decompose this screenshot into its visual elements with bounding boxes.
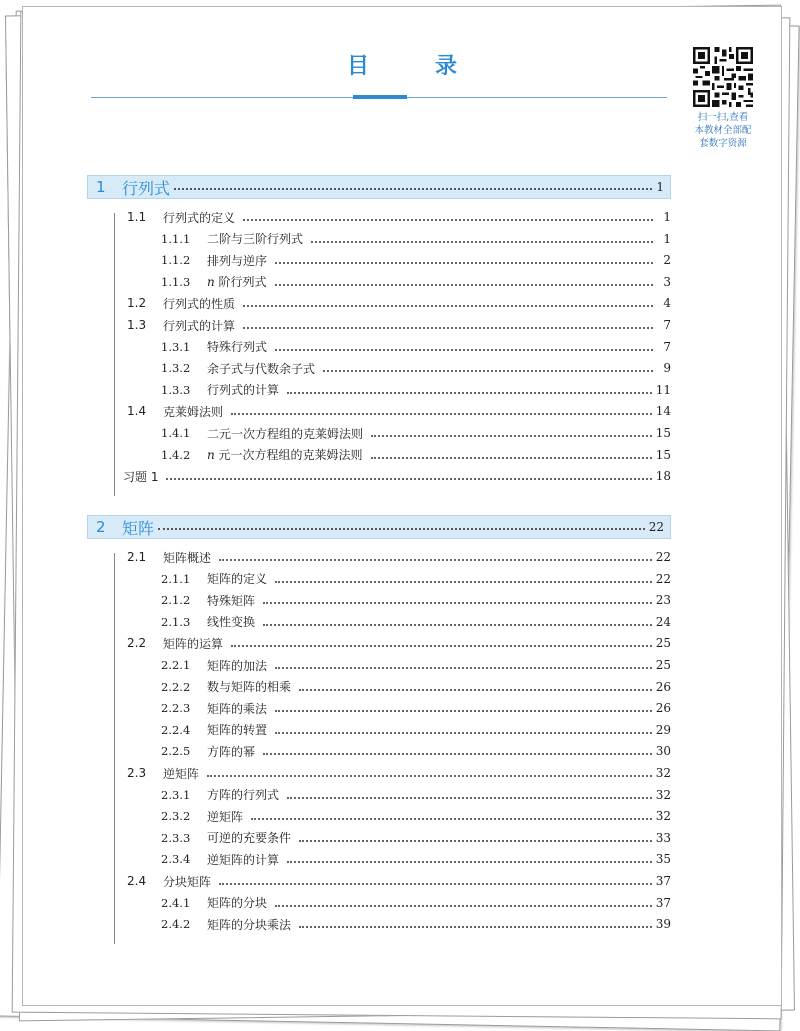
toc-entry-subsection[interactable] (161, 569, 671, 589)
toc-entry-section[interactable] (127, 763, 671, 783)
dot-leader (311, 241, 653, 243)
entry-number: 2.2.1 (161, 658, 191, 672)
toc-entry-subsection[interactable] (161, 358, 671, 378)
dot-leader (275, 349, 653, 351)
dot-leader (243, 327, 653, 329)
chapter-heading[interactable] (87, 175, 671, 199)
dot-leader (275, 262, 653, 264)
page-number: 26 (655, 701, 671, 716)
page-number: 39 (655, 917, 671, 932)
dot-leader (299, 689, 652, 691)
dot-leader (287, 392, 652, 394)
entry-title: 习题 1 (123, 469, 159, 484)
page-title: 目 录 (346, 54, 479, 79)
entry-title-text: 阶行列式 (214, 275, 267, 290)
dot-leader (174, 188, 652, 190)
entry-title: 逆矩阵 (163, 766, 200, 781)
chapter-title: 矩阵 (122, 518, 155, 538)
entry-number: 1.1.3 (161, 274, 191, 289)
entry-number: 1.3.1 (161, 339, 191, 354)
page-number: 7 (663, 318, 671, 332)
entry-title (207, 446, 363, 463)
toc-page (22, 6, 782, 1006)
entry-number: 1.3.3 (161, 382, 191, 397)
qr-caption: 扫一扫,查看本教材全部配套数字资源 (694, 112, 752, 149)
toc-entry-exercises[interactable] (123, 466, 671, 486)
entry-number: 2.2.5 (161, 744, 191, 759)
toc-entry-subsection[interactable] (161, 677, 671, 697)
page-number: 37 (655, 874, 671, 888)
entry-number: 1.4 (127, 404, 147, 419)
toc-entry-subsection[interactable] (161, 250, 671, 270)
toc-entry-section[interactable] (127, 401, 671, 421)
toc-entry-subsection[interactable] (161, 914, 671, 934)
entry-title: 矩阵概述 (163, 550, 212, 565)
entry-title: 行列式的计算 (163, 318, 236, 333)
toc-entry-subsection[interactable] (161, 380, 671, 400)
chapter-bracket-line (114, 213, 115, 496)
entry-title: 线性变换 (207, 615, 256, 630)
page-number: 23 (655, 593, 671, 608)
entry-number: 1.1.1 (161, 231, 191, 246)
toc-entry-subsection[interactable] (161, 893, 671, 913)
entry-number: 2.2.2 (161, 679, 191, 694)
entry-number: 2.2.4 (161, 722, 191, 737)
page-number: 3 (663, 274, 671, 289)
dot-leader (219, 559, 652, 561)
dot-leader (158, 528, 645, 530)
dot-leader (263, 624, 652, 626)
chapter-title: 行列式 (122, 178, 171, 198)
entry-title: 二元一次方程组的克莱姆法则 (207, 426, 364, 441)
title-accent-bar (353, 95, 407, 99)
entry-number: 2.1.1 (161, 571, 191, 586)
entry-number: 2.2.3 (161, 701, 191, 716)
entry-number: 2.3.1 (161, 787, 191, 802)
entry-title: 逆矩阵 (207, 809, 244, 824)
chapter-number: 2 (96, 518, 106, 536)
entry-title: 排列与逆序 (207, 253, 268, 268)
entry-title: 矩阵的乘法 (207, 701, 268, 716)
dot-leader (371, 435, 652, 437)
entry-title: 分块矩阵 (163, 874, 212, 889)
page-number: 1 (663, 231, 671, 246)
page-number: 4 (663, 296, 671, 311)
entry-number: 2.1.3 (161, 614, 191, 629)
entry-title: 数与矩阵的相乘 (207, 680, 292, 695)
dot-leader (231, 645, 652, 647)
dot-leader (287, 861, 652, 863)
page-number: 22 (655, 571, 671, 586)
entry-title: 方阵的幂 (207, 744, 256, 759)
page-number: 11 (655, 382, 671, 397)
page-number: 15 (655, 426, 671, 440)
dot-leader (263, 602, 652, 604)
toc-entry-section[interactable] (127, 871, 671, 891)
entry-title: 可逆的充要条件 (207, 831, 292, 846)
toc-entry-subsection[interactable] (161, 720, 671, 740)
entry-title: 矩阵的定义 (207, 572, 268, 587)
toc-entry-subsection[interactable] (161, 445, 671, 465)
toc-entry-section[interactable] (127, 293, 671, 313)
math-variable: n (207, 275, 215, 290)
page-number: 7 (663, 339, 671, 354)
dot-leader (299, 840, 652, 842)
entry-number: 1.3.2 (161, 361, 191, 376)
toc-entry-section[interactable] (127, 315, 671, 335)
toc-entry-section[interactable] (127, 633, 671, 653)
dot-leader (243, 219, 653, 221)
toc-entry-subsection[interactable] (161, 612, 671, 632)
dot-leader (231, 413, 652, 415)
dot-leader (275, 710, 652, 712)
toc-entry-subsection[interactable] (161, 423, 671, 443)
entry-title: 方阵的行列式 (207, 788, 280, 803)
page-number: 24 (655, 614, 671, 629)
entry-number: 2.1 (127, 550, 147, 564)
page-number: 18 (655, 469, 671, 484)
dot-leader (287, 797, 652, 799)
page-number: 25 (655, 658, 671, 672)
toc-entry-subsection[interactable] (161, 229, 671, 249)
page-number: 1 (656, 180, 664, 194)
entry-number: 2.2 (127, 636, 147, 651)
entry-number: 1.1.2 (161, 253, 191, 268)
entry-title: 二阶与三阶行列式 (207, 232, 304, 247)
math-variable: n (207, 448, 215, 463)
toc-entry-subsection[interactable] (161, 741, 671, 761)
entry-title: 矩阵的加法 (207, 658, 268, 673)
entry-title (207, 273, 267, 290)
entry-number: 2.3 (127, 766, 147, 780)
toc-entry-subsection[interactable] (161, 806, 671, 826)
entry-title: 特殊矩阵 (207, 593, 256, 608)
entry-title: 行列式的性质 (163, 296, 236, 311)
entry-number: 2.3.3 (161, 830, 191, 845)
page-number: 22 (655, 550, 671, 564)
entry-number: 2.3.2 (161, 809, 191, 824)
page-number: 15 (655, 447, 671, 462)
page-number: 25 (655, 636, 671, 651)
entry-number: 1.3 (127, 318, 147, 332)
toc-entry-subsection[interactable] (161, 698, 671, 718)
entry-title: 矩阵的分块 (207, 896, 268, 911)
chapter-bracket-line (114, 553, 115, 944)
entry-number: 2.4.2 (161, 917, 191, 932)
page-number: 37 (655, 895, 671, 910)
entry-title: 矩阵的转置 (207, 723, 268, 738)
dot-leader (219, 883, 652, 885)
entry-title: 矩阵的分块乘法 (207, 917, 292, 932)
dot-leader (166, 478, 651, 480)
entry-title-text: 元一次方程组的克莱姆法则 (214, 448, 363, 463)
entry-number: 2.3.4 (161, 852, 191, 867)
page-number: 32 (655, 787, 671, 802)
entry-number: 2.4.1 (161, 895, 191, 910)
dot-leader (207, 775, 652, 777)
dot-leader (323, 370, 653, 372)
entry-title: 克莱姆法则 (163, 404, 224, 419)
toc-entry-subsection[interactable] (161, 337, 671, 357)
entry-title: 矩阵的运算 (163, 636, 224, 651)
page-number: 32 (655, 766, 671, 780)
page-number: 29 (655, 722, 671, 737)
entry-title: 行列式的计算 (207, 383, 280, 398)
toc-entry-section[interactable] (127, 547, 671, 567)
page-number: 26 (655, 679, 671, 694)
page-number: 32 (655, 809, 671, 824)
page-number: 35 (655, 852, 671, 867)
toc-entry-subsection[interactable] (161, 655, 671, 675)
toc-entry-subsection[interactable] (161, 590, 671, 610)
page-number: 30 (655, 744, 671, 759)
entry-title: 余子式与代数余子式 (207, 361, 316, 376)
dot-leader (275, 284, 653, 286)
entry-title: 特殊行列式 (207, 340, 268, 355)
dot-leader (275, 581, 652, 583)
entry-number: 1.1 (127, 210, 147, 224)
page-number: 2 (663, 253, 671, 268)
toc-entry-subsection[interactable] (161, 272, 671, 292)
toc-entry-subsection[interactable] (161, 785, 671, 805)
entry-number: 1.4.2 (161, 447, 191, 462)
dot-leader (371, 457, 652, 459)
toc-entry-subsection[interactable] (161, 828, 671, 848)
page-number: 22 (648, 520, 664, 534)
dot-leader (243, 305, 653, 307)
chapter-heading[interactable] (87, 515, 671, 539)
page-number: 33 (655, 830, 671, 845)
entry-title: 逆矩阵的计算 (207, 852, 280, 867)
page-number: 9 (663, 361, 671, 376)
page-number: 14 (655, 404, 671, 419)
entry-number: 1.2 (127, 296, 147, 311)
dot-leader (275, 905, 652, 907)
dot-leader (275, 667, 652, 669)
entry-title: 行列式的定义 (163, 210, 236, 225)
qr-code-icon[interactable] (693, 47, 753, 107)
toc-entry-section[interactable] (127, 207, 671, 227)
dot-leader (275, 732, 652, 734)
dot-leader (251, 818, 652, 820)
chapter-number: 1 (96, 178, 106, 196)
entry-number: 1.4.1 (161, 426, 191, 440)
page-number: 1 (663, 210, 671, 224)
toc-entry-subsection[interactable] (161, 849, 671, 869)
entry-number: 2.4 (127, 874, 147, 888)
dot-leader (299, 926, 652, 928)
dot-leader (263, 753, 652, 755)
entry-number: 2.1.2 (161, 593, 191, 608)
